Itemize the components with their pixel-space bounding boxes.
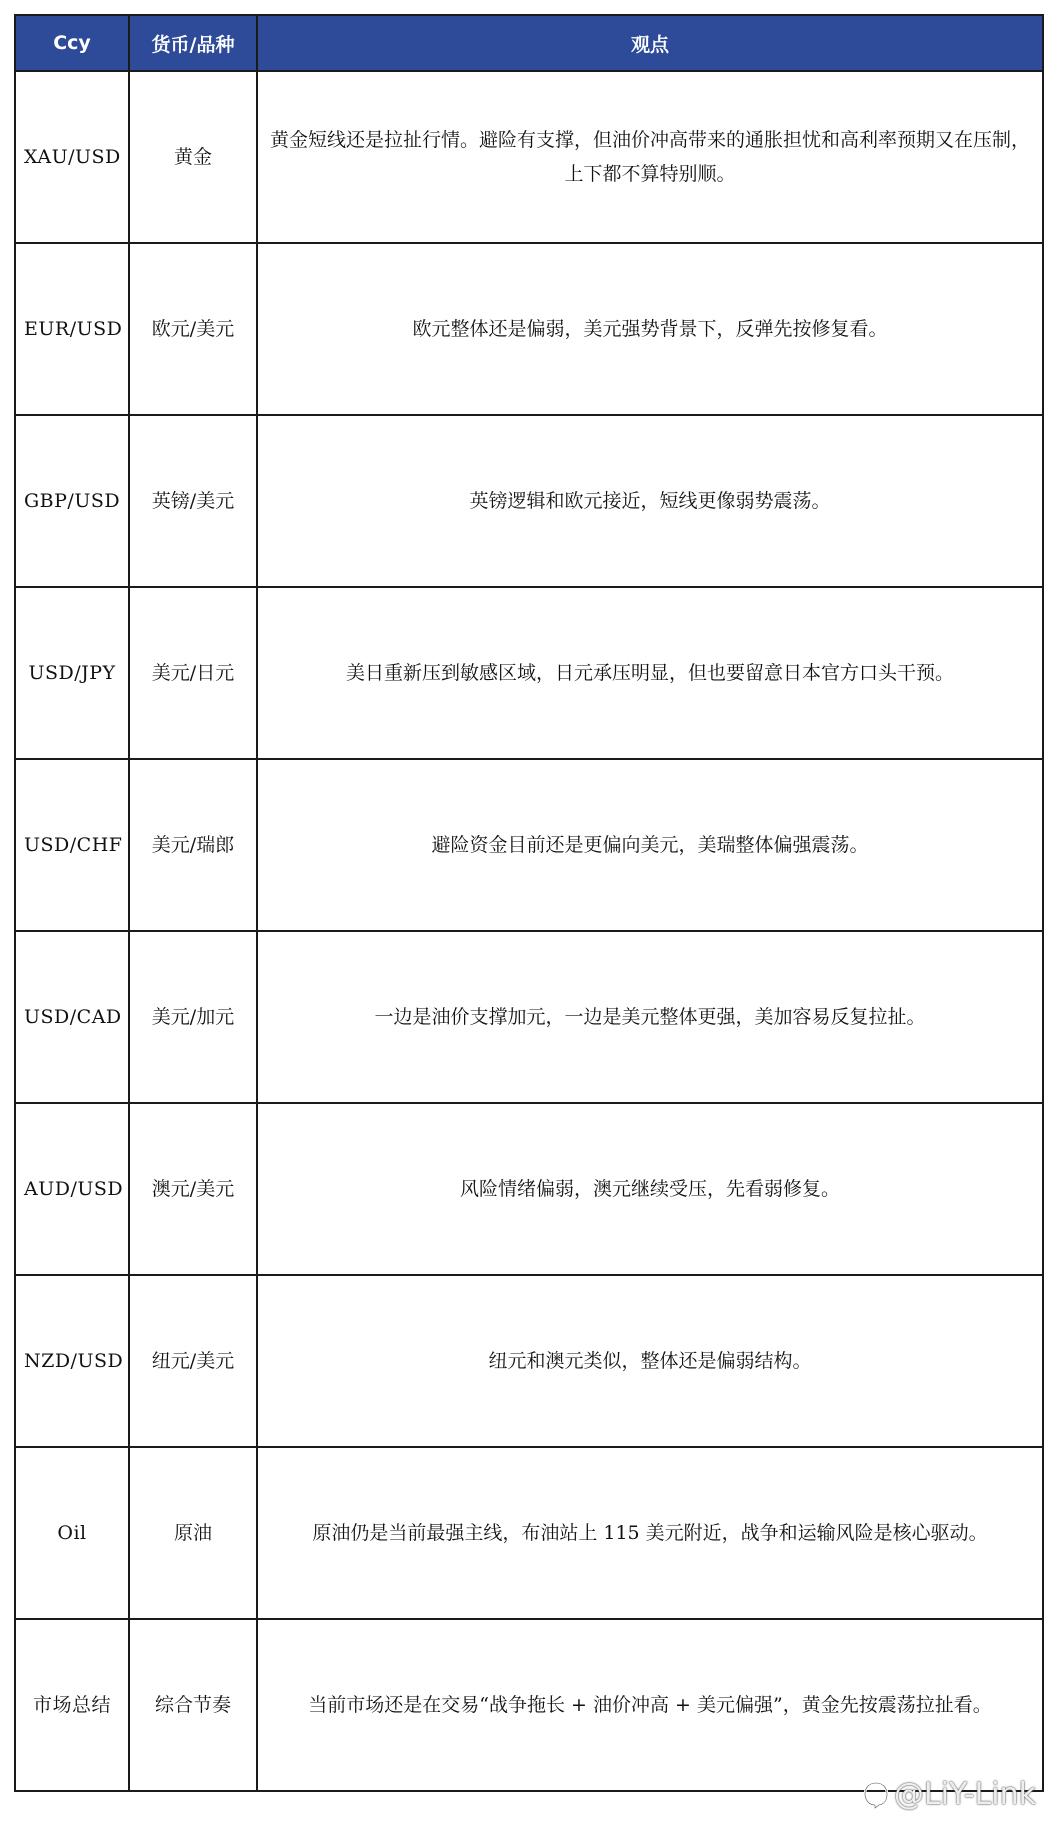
cell-instrument: 欧元/美元 — [129, 243, 257, 415]
cell-ccy: Oil — [15, 1447, 129, 1619]
cell-ccy: AUD/USD — [15, 1103, 129, 1275]
zhihu-logo-icon — [862, 1780, 890, 1810]
cell-ccy: EUR/USD — [15, 243, 129, 415]
watermark — [862, 1777, 1036, 1812]
header-view: 观点 — [257, 15, 1043, 71]
cell-view: 英镑逻辑和欧元接近，短线更像弱势震荡。 — [257, 415, 1043, 587]
table-row-xau-usd — [15, 71, 1043, 243]
cell-instrument: 澳元/美元 — [129, 1103, 257, 1275]
table-row-usd-cad — [15, 931, 1043, 1103]
cell-instrument: 美元/加元 — [129, 931, 257, 1103]
cell-instrument: 美元/瑞郎 — [129, 759, 257, 931]
cell-ccy: USD/CAD — [15, 931, 129, 1103]
table-row-usd-chf — [15, 759, 1043, 931]
cell-ccy: XAU/USD — [15, 71, 129, 243]
table-row-usd-jpy — [15, 587, 1043, 759]
cell-view: 避险资金目前还是更偏向美元，美瑞整体偏强震荡。 — [257, 759, 1043, 931]
cell-ccy: USD/JPY — [15, 587, 129, 759]
cell-view: 当前市场还是在交易“战争拖长 + 油价冲高 + 美元偏强”，黄金先按震荡拉扯看。 — [257, 1619, 1043, 1791]
header-ccy: Ccy — [15, 15, 129, 71]
cell-ccy: GBP/USD — [15, 415, 129, 587]
cell-instrument: 原油 — [129, 1447, 257, 1619]
table-row-gbp-usd — [15, 415, 1043, 587]
table-row-eur-usd — [15, 243, 1043, 415]
table-header-row — [15, 15, 1043, 71]
cell-view: 风险情绪偏弱，澳元继续受压，先看弱修复。 — [257, 1103, 1043, 1275]
cell-view: 欧元整体还是偏弱，美元强势背景下，反弹先按修复看。 — [257, 243, 1043, 415]
cell-ccy: 市场总结 — [15, 1619, 129, 1791]
table-row-oil — [15, 1447, 1043, 1619]
views-table-container — [14, 14, 1042, 1792]
cell-instrument: 黄金 — [129, 71, 257, 243]
table-row-nzd-usd — [15, 1275, 1043, 1447]
table-row-market-summary — [15, 1619, 1043, 1791]
watermark-text: @LiY-Link — [893, 1777, 1036, 1812]
cell-view: 纽元和澳元类似，整体还是偏弱结构。 — [257, 1275, 1043, 1447]
cell-view: 原油仍是当前最强主线，布油站上 115 美元附近，战争和运输风险是核心驱动。 — [257, 1447, 1043, 1619]
cell-ccy: USD/CHF — [15, 759, 129, 931]
cell-instrument: 美元/日元 — [129, 587, 257, 759]
cell-instrument: 纽元/美元 — [129, 1275, 257, 1447]
currency-views-table — [14, 14, 1044, 1792]
cell-instrument: 综合节奏 — [129, 1619, 257, 1791]
cell-ccy: NZD/USD — [15, 1275, 129, 1447]
cell-view: 黄金短线还是拉扯行情。避险有支撑，但油价冲高带来的通胀担忧和高利率预期又在压制，上下都不算特别顺。 — [257, 71, 1043, 243]
cell-view: 一边是油价支撑加元，一边是美元整体更强，美加容易反复拉扯。 — [257, 931, 1043, 1103]
header-instrument: 货币/品种 — [129, 15, 257, 71]
table-row-aud-usd — [15, 1103, 1043, 1275]
cell-view: 美日重新压到敏感区域，日元承压明显，但也要留意日本官方口头干预。 — [257, 587, 1043, 759]
cell-instrument: 英镑/美元 — [129, 415, 257, 587]
